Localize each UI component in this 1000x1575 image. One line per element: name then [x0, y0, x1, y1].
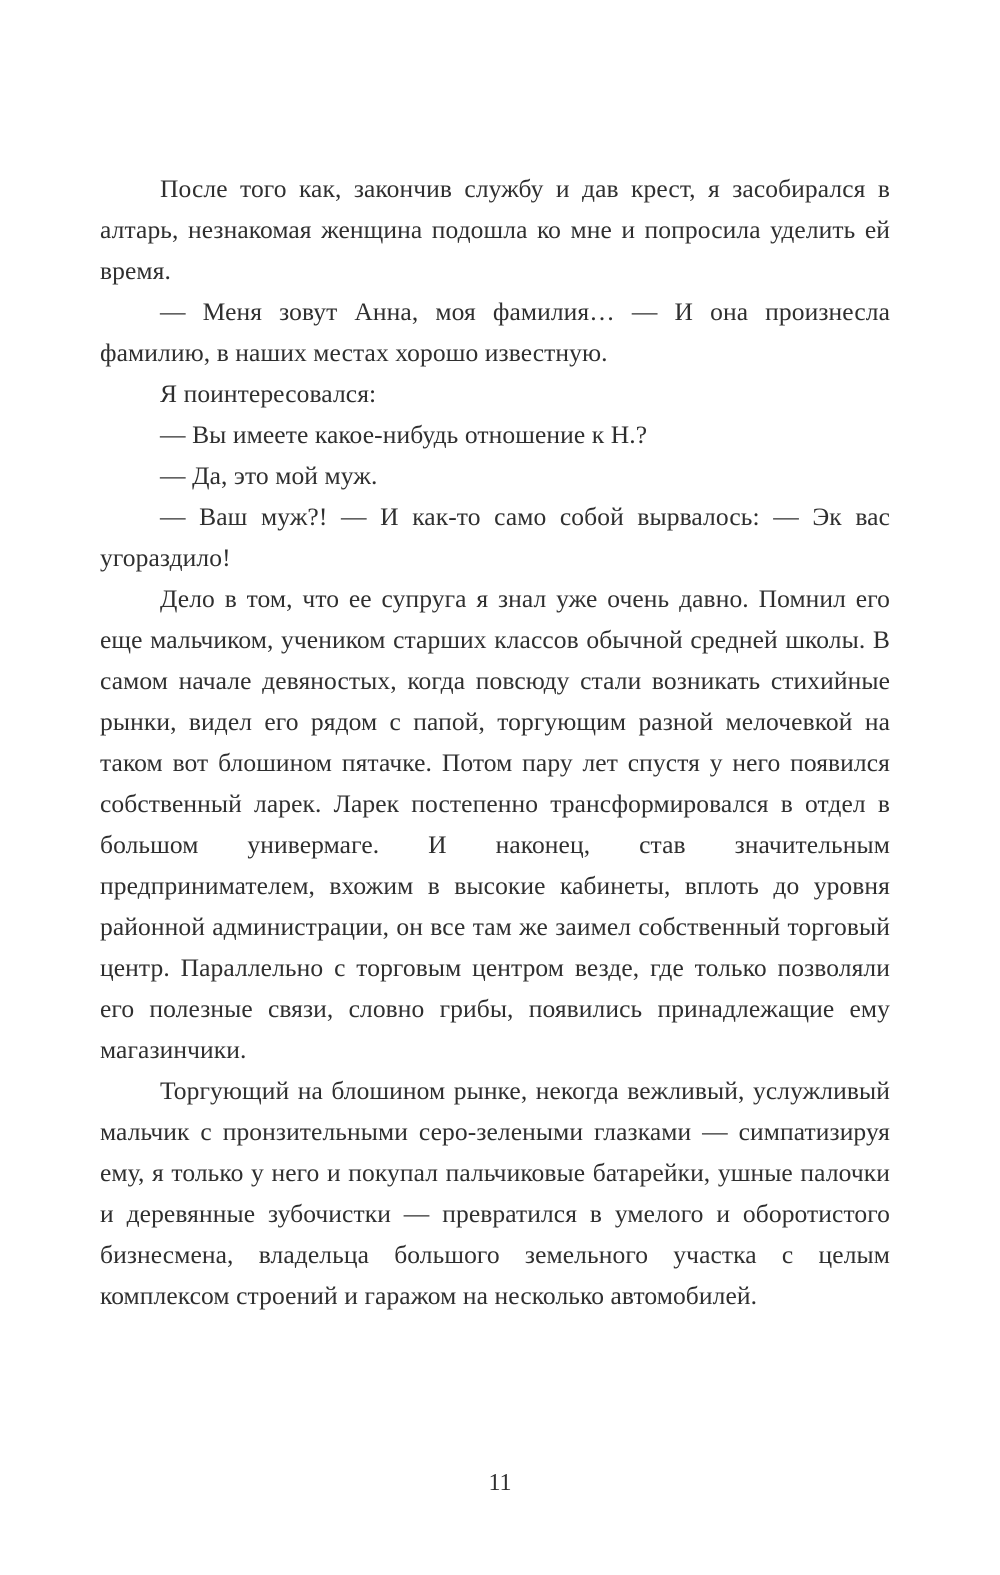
paragraph: — Вы имеете какое-нибудь отношение к Н.? — [160, 420, 648, 449]
paragraph: Дело в том, что ее супруга я знал уже очень давно. Помнил его еще мальчиком, учеником старших классов обычной средней школы. В самом начале девяностых, когда повсюду стали возникать стихийные рынки, видел его рядом с папой, торгующим разной мелочевкой на таком вот блошином пятачке. Потом пару лет спустя у него появился собственный ларек. Ларек постепенно трансформировался в отдел в большом универмаге. И наконец, став значительным предпринимателем, вхожим в высокие кабинеты, вплоть до уровня районной администрации, он все там же заимел собственный торговый центр. Параллельно с торговым центром везде, где только позволяли его полезные связи, словно грибы, появились принадлежащие ему магазинчики. — [100, 584, 890, 1064]
paragraph: После того как, закончив службу и дав крест, я засобирался в алтарь, незнакомая женщина подошла ко мне и попросила уделить ей время. — [100, 174, 890, 285]
paragraph: — Да, это мой муж. — [160, 461, 378, 490]
body-text — [100, 168, 890, 1316]
paragraph: Торгующий на блошином рынке, некогда вежливый, услужливый мальчик с пронзительными серо-зелеными глазками — симпатизируя ему, я только у него и покупал пальчиковые батарейки, ушные палочки и деревянные зубочистки — превратился в умелого и оборотистого бизнесмена, владельца большого земельного участка с целым комплексом строений и гаражом на несколько автомобилей. — [100, 1076, 890, 1310]
page-number: 11 — [488, 1470, 512, 1496]
paragraph: Я поинтересовался: — [160, 379, 377, 408]
paragraph: — Меня зовут Анна, моя фамилия… — И она произнесла фамилию, в наших местах хорошо известную. — [100, 297, 890, 367]
paragraph: — Ваш муж?! — И как-то само собой вырвалось: — Эк вас угораздило! — [100, 502, 890, 572]
